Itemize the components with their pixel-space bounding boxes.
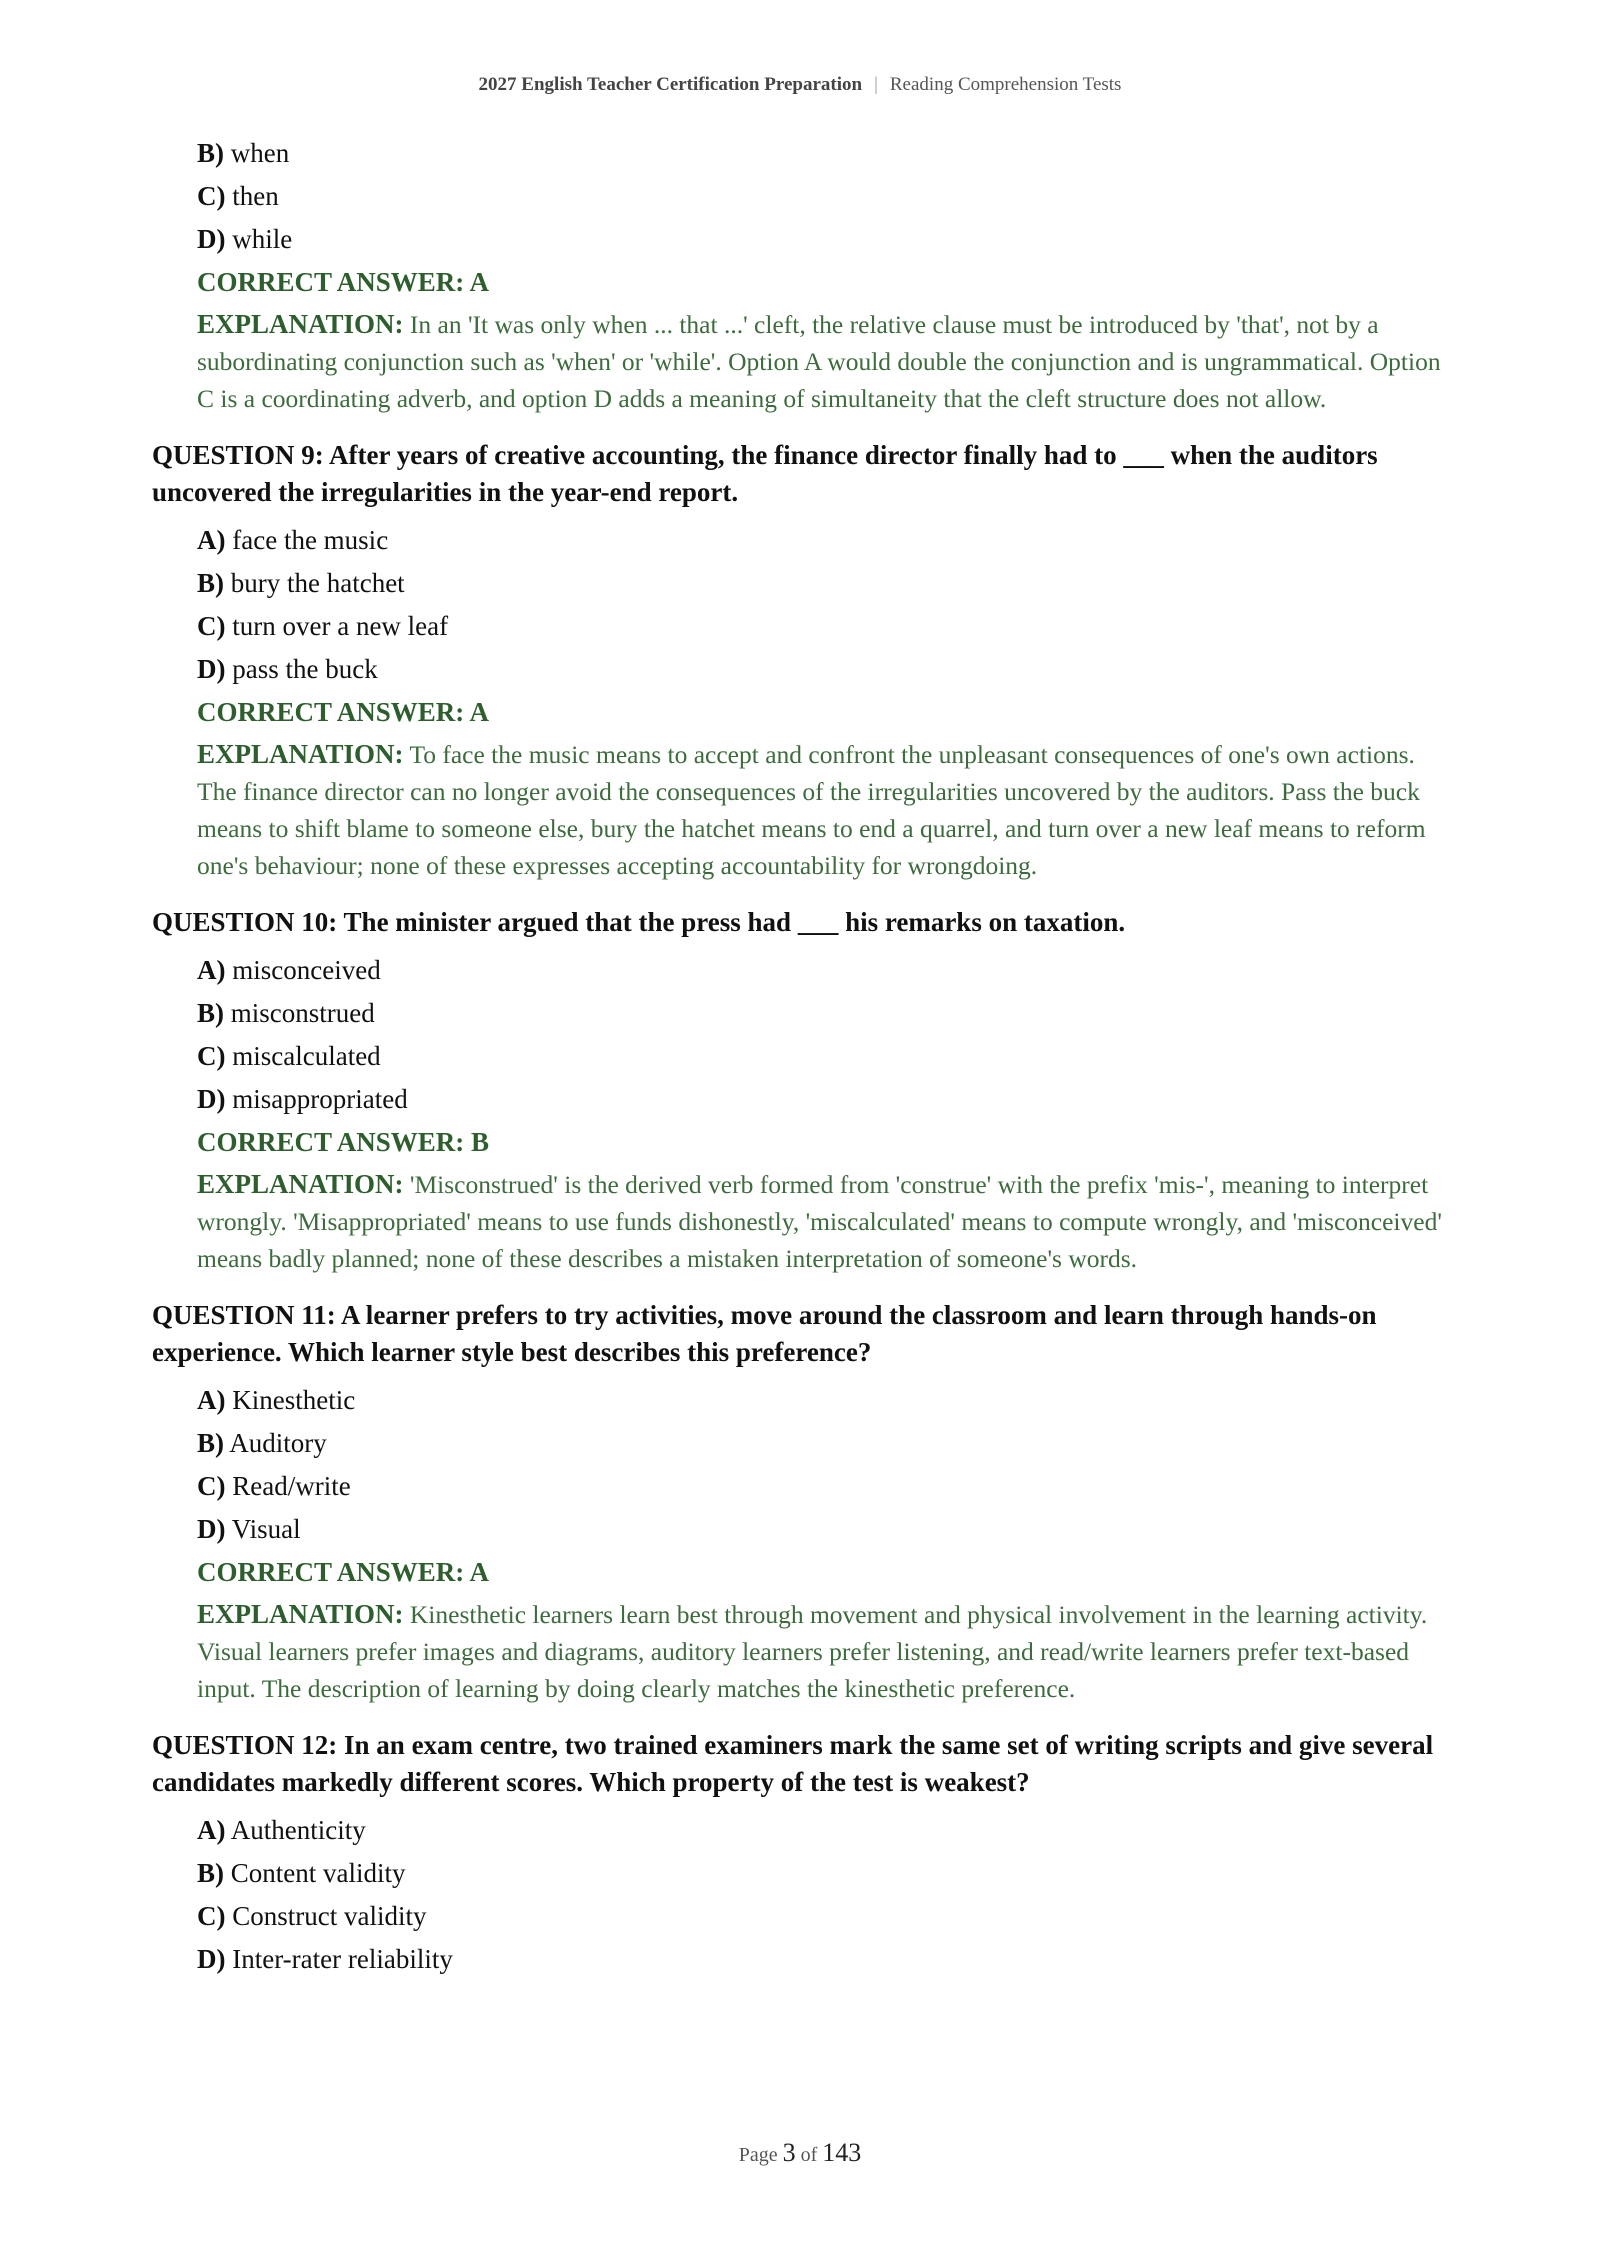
explanation: EXPLANATION: 'Misconstrued' is the derived verb formed from 'construe' with the prefix 'mis-', meaning to interpret wrongly. 'Misappropriated' means to use funds dishonestly, 'miscalculated' means to compute wrongly, and 'misconceived' means badly planned; none of these describes a mistaken interpretation of someone's words. bbox=[197, 1169, 1442, 1273]
options-list bbox=[197, 1809, 1452, 1981]
of-label: of bbox=[800, 2144, 818, 2166]
option-d: D) pass the buck bbox=[197, 654, 378, 684]
options-list bbox=[197, 949, 1452, 1121]
option-b: B) when bbox=[197, 138, 290, 168]
option-c: C) Read/write bbox=[197, 1471, 351, 1501]
option-b: B) misconstrued bbox=[197, 998, 375, 1028]
question-text: QUESTION 10: The minister argued that the press had ___ his remarks on taxation. bbox=[152, 907, 1126, 937]
question-8-continued bbox=[152, 132, 1452, 417]
explanation: EXPLANATION: In an 'It was only when ... that ...' cleft, the relative clause must be introduced by 'that', not by a subordinating conjunction such as 'when' or 'while'. Option A would double the conjunction and is ungrammatical. Option C is a coordinating adverb, and option D adds a meaning of simultaneity that the cleft structure does not allow. bbox=[197, 309, 1441, 413]
option-d: D) Visual bbox=[197, 1514, 301, 1544]
option-d: D) misappropriated bbox=[197, 1084, 408, 1114]
explanation: EXPLANATION: To face the music means to accept and confront the unpleasant consequences of one's own actions. The finance director can no longer avoid the consequences of the irregularities uncovered by the auditors. Pass the buck means to shift blame to someone else, bury the hatchet means to end a quarrel, and turn over a new leaf means to reform one's behaviour; none of these expresses accepting accountability for wrongdoing. bbox=[197, 739, 1426, 880]
option-a: A) Authenticity bbox=[197, 1815, 366, 1845]
header-separator: | bbox=[874, 74, 878, 95]
option-d: D) while bbox=[197, 224, 293, 254]
running-header bbox=[0, 74, 1600, 96]
option-b: B) bury the hatchet bbox=[197, 568, 405, 598]
question-text: QUESTION 9: After years of creative accounting, the finance director finally had to ___ when the auditors uncovered the irregularities in the year-end report. bbox=[152, 440, 1378, 507]
options-list bbox=[197, 519, 1452, 691]
correct-answer: CORRECT ANSWER: A bbox=[197, 1557, 490, 1587]
option-a: A) misconceived bbox=[197, 955, 381, 985]
option-b: B) Auditory bbox=[197, 1428, 327, 1458]
option-a: A) face the music bbox=[197, 525, 389, 555]
options-list bbox=[197, 1379, 1452, 1551]
option-a: A) Kinesthetic bbox=[197, 1385, 356, 1415]
explanation: EXPLANATION: Kinesthetic learners learn best through movement and physical involvement in the learning activity. Visual learners prefer images and diagrams, auditory learners prefer listening, and read/write learners prefer text-based input. The description of learning by doing clearly matches the kinesthetic preference. bbox=[197, 1599, 1428, 1703]
header-subtitle: Reading Comprehension Tests bbox=[889, 74, 1122, 95]
page-footer bbox=[0, 2138, 1600, 2168]
option-c: C) then bbox=[197, 181, 279, 211]
correct-answer: CORRECT ANSWER: B bbox=[197, 1127, 490, 1157]
question-text: QUESTION 12: In an exam centre, two trained examiners mark the same set of writing scripts and give several candidates markedly different scores. Which property of the test is weakest? bbox=[152, 1730, 1434, 1797]
option-c: C) Construct validity bbox=[197, 1901, 427, 1931]
question-11 bbox=[152, 1297, 1452, 1707]
question-12 bbox=[152, 1727, 1452, 1981]
question-text: QUESTION 11: A learner prefers to try activities, move around the classroom and learn through hands-on experience. Which learner style best describes this preference? bbox=[152, 1300, 1377, 1367]
total-pages: 143 bbox=[822, 2138, 862, 2167]
page-number: 3 bbox=[782, 2138, 796, 2167]
page-content bbox=[152, 132, 1452, 1981]
option-b: B) Content validity bbox=[197, 1858, 406, 1888]
option-c: C) miscalculated bbox=[197, 1041, 381, 1071]
question-9 bbox=[152, 437, 1452, 884]
option-c: C) turn over a new leaf bbox=[197, 611, 449, 641]
question-10 bbox=[152, 904, 1452, 1277]
options-list bbox=[197, 132, 1452, 261]
correct-answer: CORRECT ANSWER: A bbox=[197, 697, 490, 727]
header-title: 2027 English Teacher Certification Preparation bbox=[478, 74, 863, 95]
correct-answer: CORRECT ANSWER: A bbox=[197, 267, 490, 297]
page-label: Page bbox=[738, 2144, 778, 2166]
option-d: D) Inter-rater reliability bbox=[197, 1944, 453, 1974]
